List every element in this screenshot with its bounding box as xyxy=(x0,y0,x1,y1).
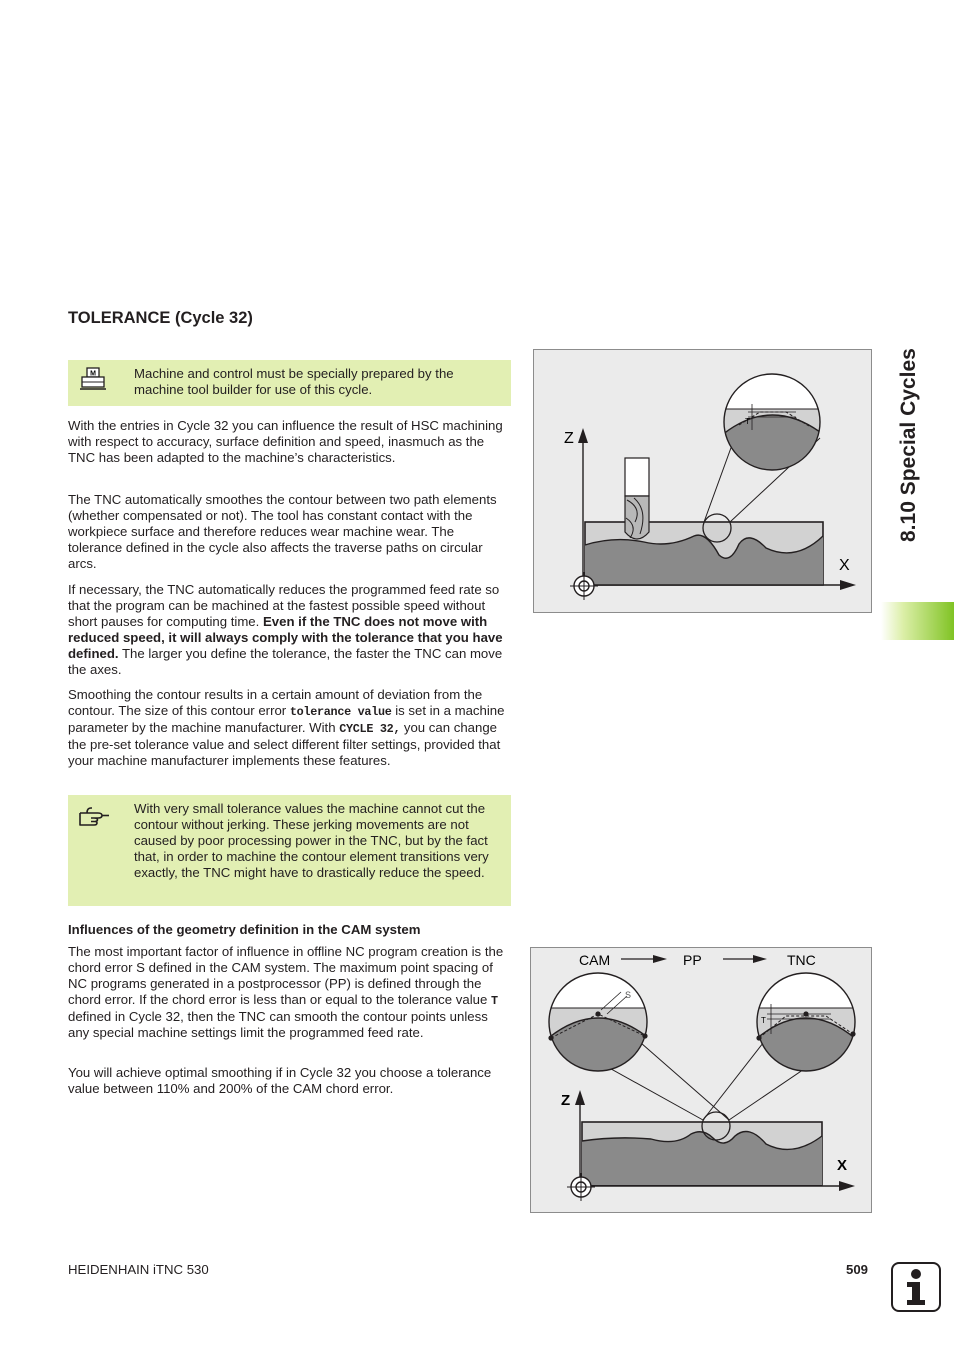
fig2-cam-label: CAM xyxy=(579,952,611,968)
fig2-x-axis-label: X xyxy=(837,1157,848,1174)
chapter-tab-bar xyxy=(881,602,954,640)
fig2-z-axis-label: Z xyxy=(561,1092,571,1109)
tolerance-diagram xyxy=(534,350,871,612)
fig2-tnc-label: TNC xyxy=(787,952,816,968)
info-icon xyxy=(891,1262,941,1312)
pointing-hand-icon xyxy=(78,805,110,833)
paragraph-optimal-smoothing: You will achieve optimal smoothing if in Cycle 32 you choose a tolerance value between 110% and 200% of the CAM chord error. xyxy=(68,1065,492,1096)
fig1-z-axis-label: Z xyxy=(564,430,574,447)
tolerance-figure xyxy=(533,349,872,613)
paragraph-hsc: With the entries in Cycle 32 you can influence the result of HSC machining with respect to accuracy, surface definition and speed, inasmuch as the TNC has been adapted to the machine’s characteristics. xyxy=(68,418,503,465)
contour-error-text: Smoothing the contour results in a certain amount of deviation from the contour. The size of this contour error xyxy=(68,687,483,718)
tolerance-value-code: tolerance value xyxy=(289,705,392,719)
feed-rate-tail: The larger you define the tolerance, the faster the TNC can move the axes. xyxy=(68,646,503,677)
section-heading: TOLERANCE (Cycle 32) xyxy=(68,309,253,327)
page-number: 509 xyxy=(846,1262,869,1277)
chord-error-text: The most important factor of influence in offline NC program creation is the chord error S defined in the CAM system. The maximum point spacing of NC programs generated in a postprocessor (PP) is defined through the chord error. If the chord error is less than or equal to the tolerance value xyxy=(68,944,504,1007)
cam-figure xyxy=(530,947,872,1213)
fig1-tolerance-label: T xyxy=(745,417,750,426)
paragraph-contour-error xyxy=(68,687,510,769)
paragraph-feed-rate xyxy=(68,582,510,678)
paragraph-chord-error xyxy=(68,944,510,1041)
tip-note-box xyxy=(68,795,511,906)
cam-subheading: Influences of the geometry definition in the CAM system xyxy=(68,922,421,937)
machine-note-text: Machine and control must be specially prepared by the machine tool builder for use of this cycle. xyxy=(134,366,454,397)
fig1-x-axis-label: X xyxy=(839,557,850,574)
fig2-pp-label: PP xyxy=(683,952,702,968)
tip-note-text: With very small tolerance values the machine cannot cut the contour without jerking. These jerking movements are not caused by poor processing power in the TNC, but by the fact that, in order to machine the contour element transitions very exactly, the TNC might have to drastically reduce the speed. xyxy=(134,801,489,880)
svg-text:M: M xyxy=(90,370,96,378)
machine-note-box xyxy=(68,360,511,406)
fig2-tolerance-label: T xyxy=(761,1016,766,1025)
feed-rate-bold: Even if the TNC does not move with reduced speed, it will always comply with the tolerance that you have defined. xyxy=(68,614,503,661)
feed-rate-text: If necessary, the TNC automatically reduces the programmed feed rate so that the program can be machined at the fastest possible speed without short pauses for computing time. xyxy=(68,582,500,629)
cam-diagram xyxy=(531,948,871,1212)
fig2-chord-error-label: S xyxy=(625,990,632,1000)
contour-error-mid: is set in a machine parameter by the machine manufacturer. With xyxy=(68,703,505,735)
paragraph-smoothing: The TNC automatically smoothes the contour between two path elements (whether compensated or not). The tool has constant contact with the workpiece surface and therefore reduces wear machine wear. The tolerance defined in the cycle also affects the traverse paths on circular arcs. xyxy=(68,492,497,571)
contour-error-tail: you can change the pre-set tolerance value and select different filter settings, provided that your machine manufacturer implements these features. xyxy=(68,720,501,768)
chapter-side-title: 8.10 Special Cycles xyxy=(897,348,920,542)
chord-error-tail: defined in Cycle 32, then the TNC can smooth the contour points unless any special machine settings limit the programmed feed rate. xyxy=(68,1009,488,1040)
machine-icon xyxy=(78,366,108,398)
tolerance-t-code: T xyxy=(490,994,498,1008)
cycle-32-code: CYCLE 32, xyxy=(339,722,401,736)
footer-product: HEIDENHAIN iTNC 530 xyxy=(68,1262,209,1277)
